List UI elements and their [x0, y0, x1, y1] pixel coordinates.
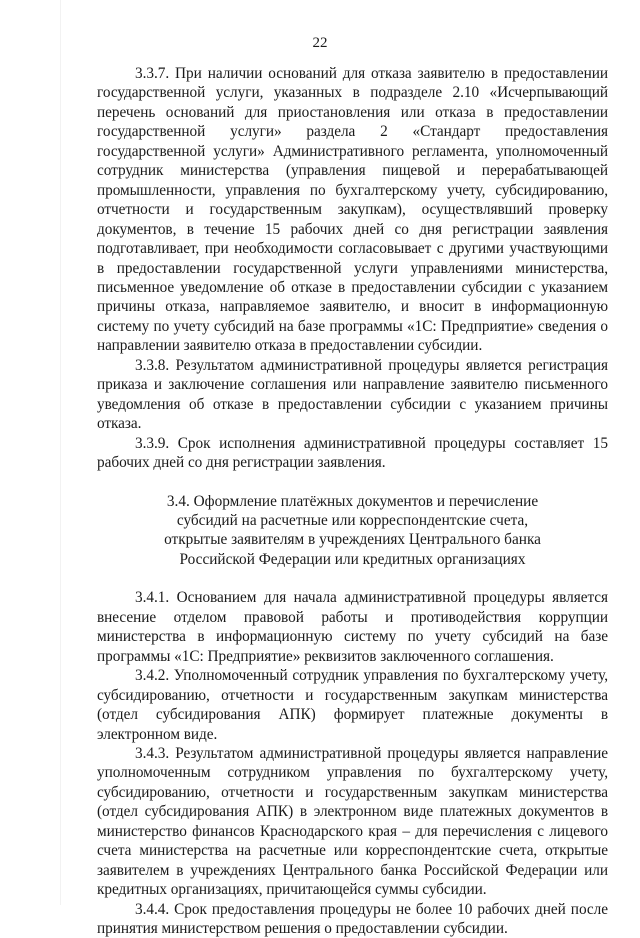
paragraph-3-4-4: 3.4.4. Срок предоставления процедуры не более 10 рабочих дней после принятия министерством решения о предоставлении субсидии.: [97, 900, 608, 938]
section-heading-line-2: субсидий на расчетные или корреспондентские счета,: [176, 511, 529, 529]
section-heading-line-3: открытые заявителям в учреждениях Центрального банка: [164, 531, 541, 549]
section-heading-line-1: 3.4. Оформление платёжных документов и перечисление: [166, 492, 539, 510]
paragraph-3-4-3: 3.4.3. Результатом административной процедуры является направление уполномоченным сотрудником управления по бухгалтерскому учету, субсидированию, отчетности и государственным закупкам министерства (отдел субсидирования АПК) в электронном виде платежных документов в министерство финансов Краснодарского края – для перечисления с лицевого счета министерства на расчетные или корреспондентские счета, открытые заявителем в учреждениях Центрального банка Российской Федерации или кредитных организациях, причитающейся суммы субсидии.: [97, 744, 608, 899]
document-body: [97, 64, 608, 938]
section-heading-line-4: Российской Федерации или кредитных организациях: [179, 550, 526, 568]
paragraph-3-3-8: 3.3.8. Результатом административной процедуры является регистрация приказа и заключение соглашения или направление заявителю письменного уведомления об отказе в предоставлении субсидии с указанием причины отказа.: [97, 356, 608, 433]
paragraph-3-3-7: 3.3.7. При наличии оснований для отказа заявителю в предоставлении государственной услуги, указанных в подразделе 2.10 «Исчерпывающий перечень оснований для приостановления или отказа в предоставлении государственной услуги» раздела 2 «Стандарт предоставления государственной услуги» Административного регламента, уполномоченный сотрудник министерства (управления пищевой и перерабатывающей промышленности, управления по бухгалтерскому учету, субсидированию, отчетности и государственным закупкам), осуществлявший проверку документов, в течение 15 рабочих дней со дня регистрации заявления подготавливает, при необходимости согласовывает с другими участвующими в предоставлении государственной услуги управлениями министерства, письменное уведомление об отказе в предоставлении субсидии с указанием причины отказа, направляемое заявителю, и вносит в информационную систему по учету субсидий на базе программы «1С: Предприятие» сведения о направлении заявителю отказа в предоставлении субсидии.: [97, 65, 608, 355]
paragraph-3-3-9: 3.3.9. Срок исполнения административной процедуры составляет 15 рабочих дней со дня регистрации заявления.: [97, 434, 608, 472]
scan-edge-shadow: [60, 0, 61, 905]
paragraph-3-4-1: 3.4.1. Основанием для начала административной процедуры является внесение отделом правовой работы и противодействия коррупции министерства в информационную систему по учету субсидий на базе программы «1С: Предприятие» реквизитов заключенного соглашения.: [97, 589, 608, 665]
paragraph-3-4-2: 3.4.2. Уполномоченный сотрудник управления по бухгалтерскому учету, субсидированию, отчетности и государственным закупкам министерства (отдел субсидирования АПК) формирует платежные документы в электронном виде.: [97, 667, 608, 743]
section-heading-3-4: [97, 492, 608, 570]
page-number: 22: [312, 35, 328, 51]
